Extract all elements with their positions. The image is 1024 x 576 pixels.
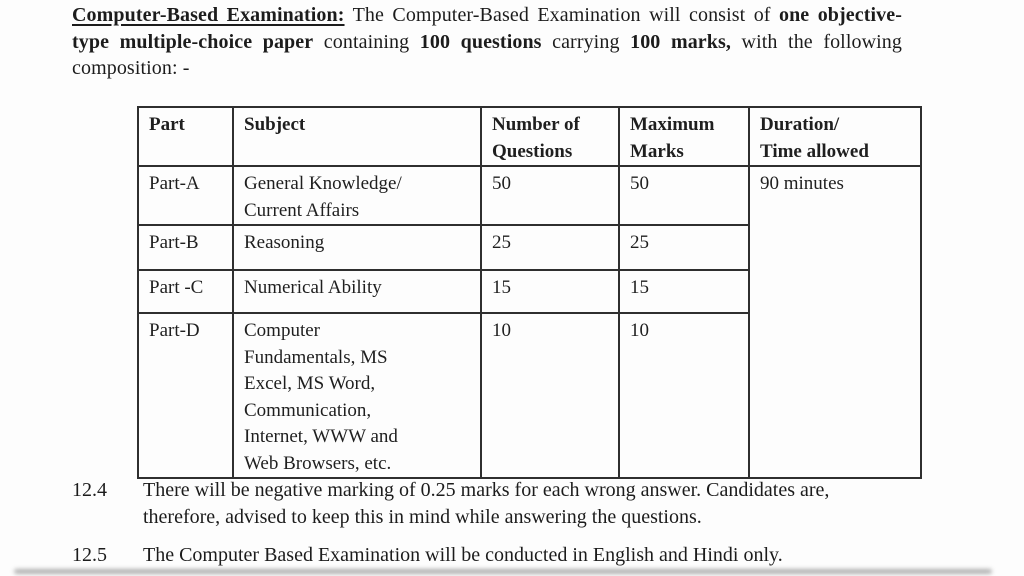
header-questions-line1: Number of bbox=[492, 114, 580, 135]
intro-text-3: carrying bbox=[541, 30, 631, 53]
cell-subject-c bbox=[233, 270, 481, 313]
note-number: 12.5 bbox=[72, 544, 107, 566]
subject-d-line5: Internet, WWW and bbox=[244, 426, 398, 447]
duration-value: 90 minutes bbox=[760, 173, 844, 194]
subject-d-line2: Fundamentals, MS bbox=[244, 346, 388, 368]
intro-bold-paper: one objective-type multiple-choice paper bbox=[72, 4, 902, 53]
cell-questions-c: 15 bbox=[481, 270, 619, 313]
header-duration-line1: Duration/ bbox=[760, 114, 840, 135]
header-duration-line2: Time allowed bbox=[760, 140, 869, 162]
table-row-part-a bbox=[138, 166, 921, 225]
cell-marks-a: 50 bbox=[619, 166, 749, 225]
subject-d-line3: Excel, MS Word, bbox=[244, 373, 376, 394]
col-header-duration bbox=[749, 107, 921, 166]
intro-bold-questions: 100 questions bbox=[419, 30, 542, 53]
col-header-marks bbox=[619, 107, 749, 166]
intro-heading: Computer-Based Examination: bbox=[72, 4, 345, 26]
subject-d-line6: Web Browsers, etc. bbox=[244, 452, 392, 474]
intro-text-4: with the following composition: - bbox=[72, 30, 902, 79]
subject-c-line1: Numerical Ability bbox=[244, 277, 382, 298]
note-number: 12.4 bbox=[72, 479, 107, 501]
header-subject-label: Subject bbox=[244, 114, 306, 135]
header-part-label: Part bbox=[149, 114, 185, 135]
cell-questions-a: 50 bbox=[481, 166, 619, 225]
intro-bold-marks: 100 marks, bbox=[630, 30, 731, 53]
note-12-5 bbox=[72, 542, 891, 569]
note-text: There will be negative marking of 0.25 marks for each wrong answer. Candidates are, therefore, advised to keep this in mind while answering the questions. bbox=[143, 479, 830, 528]
cell-marks-c: 15 bbox=[619, 270, 749, 313]
header-marks-line2: Marks bbox=[630, 140, 684, 162]
note-12-4 bbox=[72, 477, 891, 531]
cell-subject-a bbox=[233, 166, 481, 225]
cell-part-d: Part-D bbox=[138, 313, 233, 478]
col-header-subject bbox=[233, 107, 481, 166]
cell-part-b: Part-B bbox=[138, 225, 233, 270]
scan-edge-smudge bbox=[14, 569, 992, 574]
col-header-questions bbox=[481, 107, 619, 166]
cell-duration bbox=[749, 166, 921, 478]
intro-paragraph bbox=[72, 2, 902, 82]
cell-part-a: Part-A bbox=[138, 166, 233, 225]
subject-a-line1: General Knowledge/ bbox=[244, 173, 402, 194]
cell-subject-b bbox=[233, 225, 481, 270]
note-text: The Computer Based Examination will be conducted in English and Hindi only. bbox=[143, 544, 783, 566]
subject-d-line1: Computer bbox=[244, 320, 320, 341]
cell-marks-d: 10 bbox=[619, 313, 749, 478]
header-questions-line2: Questions bbox=[492, 140, 573, 162]
intro-text-1: The Computer-Based Examination will consist of bbox=[344, 4, 779, 26]
header-marks-line1: Maximum bbox=[630, 114, 715, 135]
cell-part-c: Part -C bbox=[138, 270, 233, 313]
col-header-part bbox=[138, 107, 233, 166]
cell-subject-d bbox=[233, 313, 481, 478]
cell-questions-d: 10 bbox=[481, 313, 619, 478]
subject-d-line4: Communication, bbox=[244, 399, 372, 421]
exam-composition-table bbox=[137, 106, 922, 479]
intro-text-2: containing bbox=[313, 30, 420, 53]
subject-b-line1: Reasoning bbox=[244, 232, 325, 253]
table-header-row bbox=[138, 107, 921, 166]
cell-questions-b: 25 bbox=[481, 225, 619, 270]
subject-a-line2: Current Affairs bbox=[244, 199, 360, 221]
cell-marks-b: 25 bbox=[619, 225, 749, 270]
